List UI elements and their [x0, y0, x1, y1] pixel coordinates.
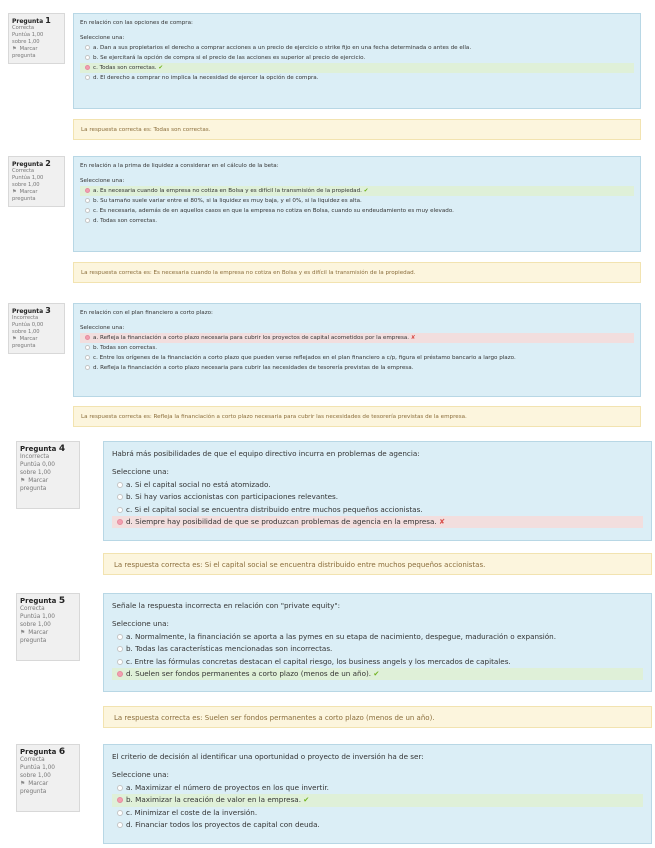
question-content	[73, 13, 641, 109]
flag-icon: ⚑	[20, 630, 26, 636]
answer-prompt: Seleccione una:	[112, 619, 169, 629]
answer-option-c[interactable]: c. Si el capital social se encuentra distribuido entre muchos pequeños accionistas.	[112, 504, 643, 516]
question-info	[8, 303, 65, 354]
radio-button[interactable]	[117, 634, 123, 640]
correct-answer-feedback: La respuesta correcta es: Es necesaria cuando la empresa no cotiza en Bolsa y es difícil la transmisión de la propiedad.	[73, 262, 641, 283]
radio-button-selected[interactable]	[117, 797, 123, 803]
radio-button[interactable]	[85, 218, 90, 223]
answer-option-b[interactable]: b. Su tamaño suele variar entre el 80%, si la liquidez es muy baja, y el 0%, si la liquidez es alta.	[80, 196, 634, 206]
answer-option-d[interactable]: d. Suelen ser fondos permanentes a corto plazo (menos de un año). ✔	[112, 668, 643, 680]
check-icon: ✔	[373, 668, 380, 678]
answer-prompt: Seleccione una:	[80, 178, 125, 184]
question-grade: Puntúa 0,00	[12, 322, 44, 328]
flag-question-link[interactable]: ⚑ Marcar	[12, 336, 38, 342]
answer-option-b[interactable]: b. Maximizar la creación de valor en la empresa. ✔	[112, 794, 643, 806]
answer-option-d[interactable]: d. El derecho a comprar no implica la necesidad de ejercer la opción de compra.	[80, 73, 634, 83]
question-content	[103, 593, 652, 692]
question-content	[73, 156, 641, 252]
answer-option-d[interactable]: d. Todas son correctas.	[80, 216, 634, 226]
radio-button[interactable]	[117, 507, 123, 513]
answer-option-c[interactable]: c. Todas son correctas. ✔	[80, 63, 634, 73]
radio-button-selected[interactable]	[85, 65, 90, 70]
radio-button[interactable]	[85, 55, 90, 60]
radio-button-selected[interactable]	[117, 671, 123, 677]
answer-option-a[interactable]: a. Maximizar el número de proyectos en los que invertir.	[112, 782, 643, 794]
radio-button-selected[interactable]	[85, 188, 90, 193]
flag-question-link-2[interactable]: pregunta	[12, 196, 36, 202]
question-grade-max: sobre 1,00	[20, 773, 51, 779]
question-info	[16, 744, 80, 812]
flag-question-link-2[interactable]: pregunta	[12, 343, 36, 349]
question-state: Incorrecta	[12, 315, 39, 321]
question-grade-max: sobre 1,00	[20, 622, 51, 628]
question-grade-max: sobre 1,00	[12, 182, 40, 188]
radio-button[interactable]	[85, 75, 90, 80]
answer-option-c[interactable]: c. Minimizar el coste de la inversión.	[112, 807, 643, 819]
question-number: Pregunta 3	[12, 306, 51, 315]
radio-button[interactable]	[117, 822, 123, 828]
question-text: En relación a la prima de liquidez a considerar en el cálculo de la beta:	[80, 163, 279, 169]
question-text: El criterio de decisión al identificar una oportunidad o proyecto de inversión ha de ser:	[112, 752, 424, 761]
question-content	[103, 744, 652, 844]
question-state: Correcta	[20, 606, 45, 612]
radio-button[interactable]	[85, 345, 90, 350]
correct-answer-feedback: La respuesta correcta es: Todas son correctas.	[73, 119, 641, 140]
radio-button[interactable]	[85, 355, 90, 360]
question-grade-max: sobre 1,00	[12, 39, 40, 45]
flag-question-link-2[interactable]: pregunta	[20, 486, 47, 492]
radio-button[interactable]	[117, 494, 123, 500]
question-number: Pregunta 5	[20, 596, 66, 606]
answer-prompt: Seleccione una:	[112, 467, 169, 477]
radio-button[interactable]	[117, 785, 123, 791]
radio-button[interactable]	[85, 208, 90, 213]
answer-prompt: Seleccione una:	[112, 770, 169, 780]
question-grade: Puntúa 0,00	[20, 462, 55, 468]
question-state: Incorrecta	[20, 454, 50, 460]
radio-button-selected[interactable]	[85, 335, 90, 340]
check-icon: ✔	[158, 65, 164, 71]
question-text: En relación con el plan financiero a corto plazo:	[80, 310, 213, 316]
flag-icon: ⚑	[12, 189, 17, 195]
question-content	[73, 303, 641, 397]
answer-option-b[interactable]: b. Todas son correctas.	[80, 343, 634, 353]
flag-question-link-2[interactable]: pregunta	[20, 638, 47, 644]
answer-option-d[interactable]: d. Refleja la financiación a corto plazo necesaria para cubrir las necesidades de tesorería previstas de la empresa.	[80, 363, 634, 373]
answer-prompt: Seleccione una:	[80, 325, 125, 331]
question-grade: Puntúa 1,00	[12, 32, 44, 38]
question-grade: Puntúa 1,00	[12, 175, 44, 181]
answer-option-a[interactable]: a. Normalmente, la financiación se aporta a las pymes en su etapa de nacimiento, despegue, maduración o expansión.	[112, 631, 643, 643]
question-text: Habrá más posibilidades de que el equipo directivo incurra en problemas de agencia:	[112, 449, 420, 458]
question-grade: Puntúa 1,00	[20, 614, 55, 620]
answer-option-a[interactable]: a. Es necesaria cuando la empresa no cotiza en Bolsa y es difícil la transmisión de la propiedad. ✔	[80, 186, 634, 196]
flag-icon: ⚑	[12, 336, 17, 342]
cross-icon: ✘	[439, 516, 446, 526]
correct-answer-feedback: La respuesta correcta es: Refleja la financiación a corto plazo necesaria para cubrir las necesidades de tesorería previstas de la empresa.	[73, 406, 641, 427]
radio-button[interactable]	[85, 365, 90, 370]
answer-option-a[interactable]: a. Si el capital social no está atomizado.	[112, 479, 643, 491]
flag-question-link[interactable]: ⚑ Marcar	[12, 189, 38, 195]
cross-icon: ✘	[410, 335, 416, 341]
answer-option-c[interactable]: c. Entre las fórmulas concretas destacan el capital riesgo, los business angels y los mercados de capitales.	[112, 656, 643, 668]
question-info	[16, 593, 80, 661]
question-content	[103, 441, 652, 541]
question-number: Pregunta 4	[20, 444, 66, 454]
radio-button[interactable]	[85, 45, 90, 50]
flag-question-link[interactable]: ⚑ Marcar	[20, 630, 49, 636]
question-state: Correcta	[20, 757, 45, 763]
question-info	[8, 156, 65, 207]
correct-answer-feedback: La respuesta correcta es: Suelen ser fondos permanentes a corto plazo (menos de un año).	[103, 706, 652, 728]
answer-option-d[interactable]: d. Financiar todos los proyectos de capital con deuda.	[112, 819, 643, 831]
question-text: Señale la respuesta incorrecta en relación con "private equity":	[112, 601, 341, 610]
answer-option-d[interactable]: d. Siempre hay posibilidad de que se produzcan problemas de agencia en la empresa. ✘	[112, 516, 643, 528]
question-grade: Puntúa 1,00	[20, 765, 55, 771]
question-number: Pregunta 1	[12, 16, 51, 25]
check-icon: ✔	[363, 188, 369, 194]
question-info	[16, 441, 80, 509]
answer-option-b[interactable]: b. Todas las características mencionadas son incorrectas.	[112, 643, 643, 655]
flag-question-link[interactable]: ⚑ Marcar	[20, 781, 49, 787]
flag-question-link[interactable]: ⚑ Marcar	[12, 46, 38, 52]
question-state: Correcta	[12, 168, 35, 174]
radio-button[interactable]	[117, 646, 123, 652]
answer-option-c[interactable]: c. Entre los orígenes de la financiación a corto plazo que pueden verse reflejados en el plan financiero a c/p, figura el préstamo bancario a largo plazo.	[80, 353, 634, 363]
answer-option-a[interactable]: a. Dan a sus propietarios el derecho a comprar acciones a un precio de ejercicio o strike fijo en una fecha determinada o antes de ella.	[80, 43, 634, 53]
question-grade-max: sobre 1,00	[20, 470, 51, 476]
radio-button[interactable]	[117, 659, 123, 665]
question-number: Pregunta 6	[20, 747, 66, 757]
radio-button-selected[interactable]	[117, 519, 123, 525]
answer-option-a[interactable]: a. Refleja la financiación a corto plazo necesaria para cubrir los proyectos de capital acometidos por la empresa. ✘	[80, 333, 634, 343]
question-text: En relación con las opciones de compra:	[80, 20, 193, 26]
flag-question-link-2[interactable]: pregunta	[20, 789, 47, 795]
question-info	[8, 13, 65, 64]
answer-prompt: Seleccione una:	[80, 35, 125, 41]
flag-icon: ⚑	[20, 781, 26, 787]
flag-icon: ⚑	[12, 46, 17, 52]
check-icon: ✔	[303, 795, 310, 805]
correct-answer-feedback: La respuesta correcta es: Si el capital social se encuentra distribuido entre muchos pequeños accionistas.	[103, 553, 652, 575]
flag-question-link[interactable]: ⚑ Marcar	[20, 478, 49, 484]
flag-question-link-2[interactable]: pregunta	[12, 53, 36, 59]
answer-option-c[interactable]: c. Es necesaria, además de en aquellos casos en que la empresa no cotiza en Bolsa, cuando su endeudamiento es muy elevado.	[80, 206, 634, 216]
answer-option-b[interactable]: b. Si hay varios accionistas con participaciones relevantes.	[112, 491, 643, 503]
flag-icon: ⚑	[20, 478, 26, 484]
question-state: Correcta	[12, 25, 35, 31]
question-grade-max: sobre 1,00	[12, 329, 40, 335]
answer-option-b[interactable]: b. Se ejercitará la opción de compra si el precio de las acciones es superior al precio de ejercicio.	[80, 53, 634, 63]
question-number: Pregunta 2	[12, 159, 51, 168]
radio-button[interactable]	[117, 482, 123, 488]
radio-button[interactable]	[117, 810, 123, 816]
radio-button[interactable]	[85, 198, 90, 203]
